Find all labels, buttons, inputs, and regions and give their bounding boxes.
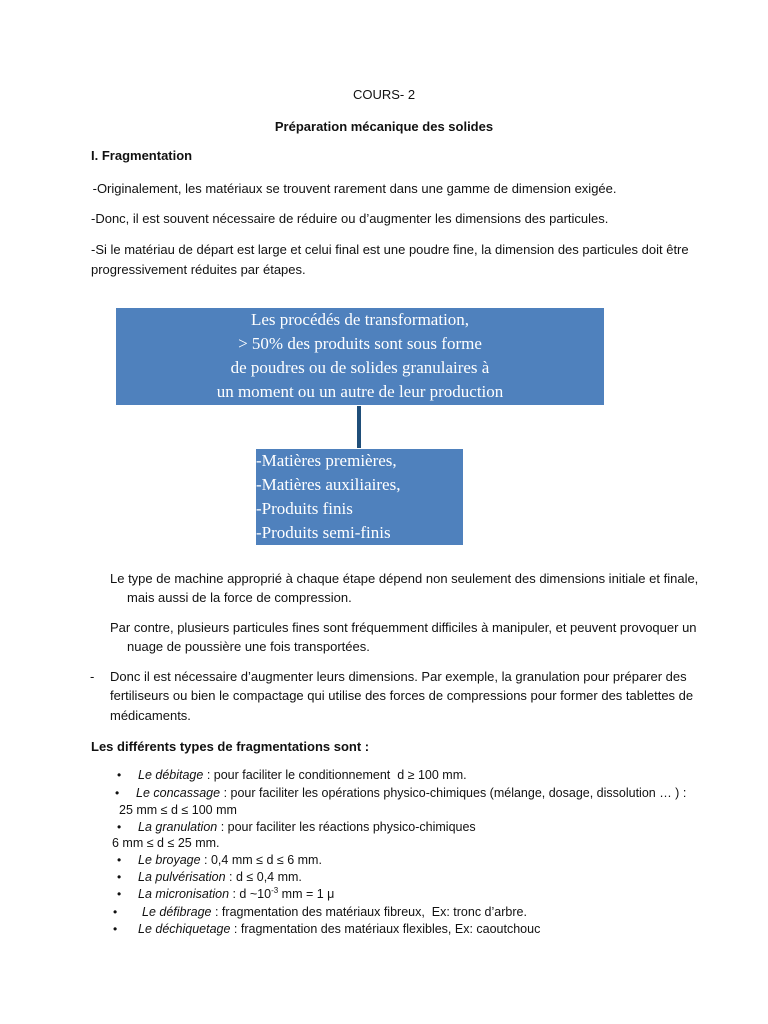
paragraph-type-machine-line-2: mais aussi de la force de compression. [127,590,352,605]
item-text: : fragmentation des matériaux fibreux, Ex: tronc d’arbre. [211,905,527,919]
paragraph-par-contre-line-2: nuage de poussière une fois transportées. [127,639,370,654]
item-text: : d ≤ 0,4 mm. [225,870,302,884]
page-title: Préparation mécanique des solides [274,119,494,134]
course-label: COURS- 2 [352,87,416,102]
item-term: La granulation [138,820,218,834]
bullet-icon: • [117,820,122,834]
item-text: : pour faciliter les opérations physico-chimiques (mélange, dosage, dissolution … ) : [220,786,687,800]
box2-line: -Produits semi-finis [256,523,391,542]
paragraph-originalement: -Originalement, les matériaux se trouvent rarement dans une gamme de dimension exigée. [89,181,617,196]
box1-line: un moment ou un autre de leur production [216,382,504,401]
bullet-icon: • [113,905,118,919]
item-text: : pour faciliter les réactions physico-chimiques [217,820,476,834]
diagram-connector-line [357,406,361,448]
box1-line: > 50% des produits sont sous forme [238,334,482,353]
item-term: Le défibrage [142,905,212,919]
item-continuation: 25 mm ≤ d ≤ 100 mm [119,803,237,817]
diagram-box-transformation [116,308,604,405]
box2-line: -Matières premières, [256,451,397,470]
item-text: mm = 1 μ [278,887,335,901]
item-text: : pour faciliter le conditionnement d ≥ 100 mm. [203,768,467,782]
paragraph-type-machine-line-1: Le type de machine approprié à chaque étape dépend non seulement des dimensions initiale et finale, [110,571,699,586]
item-superscript: -3 [271,885,279,895]
paragraph-donc-augmenter-line-3: médicaments. [110,708,191,723]
types-heading: Les différents types de fragmentations sont : [91,739,370,754]
bullet-icon: • [117,853,122,867]
item-term: Le débitage [138,768,204,782]
bullet-icon: • [115,786,120,800]
box1-line: Les procédés de transformation, [250,310,470,329]
item-term: Le broyage [138,853,201,867]
list-dash: - [90,669,95,684]
bullet-icon: • [117,887,122,901]
section-heading-fragmentation: I. Fragmentation [91,148,193,163]
item-term: Le déchiquetage [138,922,231,936]
paragraph-donc-augmenter-line-2: fertiliseurs ou bien le compactage qui utilise des forces de compressions pour former des tablettes de [110,688,694,703]
item-text: : 0,4 mm ≤ d ≤ 6 mm. [200,853,322,867]
diagram-box-products [256,449,463,545]
item-term: La pulvérisation [138,870,226,884]
bullet-icon: • [117,870,122,884]
item-term: La micronisation [138,887,230,901]
paragraph-par-contre-line-1: Par contre, plusieurs particules fines sont fréquemment difficiles à manipuler, et peuvent provoquer un [110,620,697,635]
box1-line: de poudres ou de solides granulaires à [230,358,490,377]
paragraph-donc: -Donc, il est souvent nécessaire de réduire ou d’augmenter les dimensions des particules. [91,211,609,226]
box2-line: -Matières auxiliaires, [256,475,401,494]
paragraph-si-line-1: -Si le matériau de départ est large et celui final est une poudre fine, la dimension des particules doit être [91,242,689,257]
paragraph-donc-augmenter-line-1: Donc il est nécessaire d’augmenter leurs dimensions. Par exemple, la granulation pour préparer des [110,669,687,684]
item-text: : fragmentation des matériaux flexibles, Ex: caoutchouc [230,922,541,936]
paragraph-si-line-2: progressivement réduites par étapes. [91,262,306,277]
item-text: : d ~10 [229,887,272,901]
bullet-icon: • [117,768,122,782]
item-term: Le concassage [136,786,221,800]
bullet-icon: • [113,922,118,936]
item-continuation: 6 mm ≤ d ≤ 25 mm. [112,836,220,850]
box2-line: -Produits finis [256,499,353,518]
